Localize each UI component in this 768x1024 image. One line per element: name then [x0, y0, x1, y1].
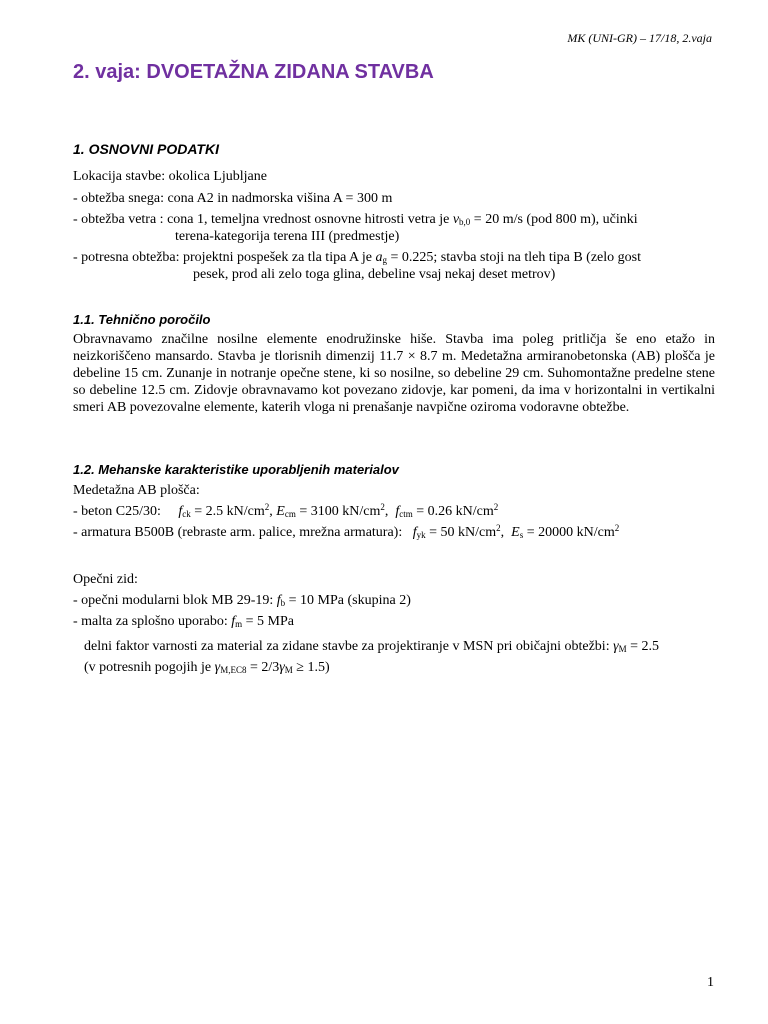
- seismic-load-line-cont: pesek, prod ali zelo toga glina, debeline vsaj nekaj deset metrov): [193, 267, 556, 282]
- wind-load-line: - obtežba vetra : cona 1, temeljna vrednost osnovne hitrosti vetra je $v_{b,0} = 20$ m/s (pod 800 m), učinki: [73, 212, 638, 227]
- masonry-wall-label: Opečni zid:: [73, 572, 138, 587]
- concrete-line: - beton C25/30: $f_{ck} = 2.5$ $kN/cm^2$, $E_{cm} = 3100$ $kN/cm^2$, $f_{ctm} = 0.26$ $kN/cm^2$: [73, 502, 499, 519]
- reinforcement-line: - armatura B500B (rebraste arm. palice, mrežna armatura): $f_{yk} = 50$ $kN/cm^2$, $E_s = 20000$ $kN/cm^2$: [73, 523, 620, 540]
- slab-label: Medetažna AB plošča:: [73, 483, 200, 498]
- wind-load-line-cont: terena-kategorija terena III (predmestje): [175, 229, 400, 244]
- page-number: 1: [707, 975, 714, 990]
- mortar-line: - malta za splošno uporabo: $f_m = 5$ MPa: [73, 614, 294, 629]
- safety-factor-line: delni faktor varnosti za material za zidane stavbe za projektiranje v MSN pri običajni obtežbi: $\gamma_M = 2.5$: [84, 639, 660, 654]
- seismic-load-line: - potresna obtežba: projektni pospešek za tla tipa A je $a_g = 0.225$; stavba stoji na tleh tipa B (zelo gost: [73, 250, 641, 265]
- document-header: MK (UNI-GR) – 17/18, 2.vaja: [567, 31, 712, 45]
- section-heading-basic-data: 1. OSNOVNI PODATKI: [73, 141, 219, 157]
- section-heading-technical-report: 1.1. Tehnično poročilo: [73, 312, 211, 327]
- section-heading-materials: 1.2. Mehanske karakteristike uporabljenih materialov: [73, 462, 399, 477]
- seismic-factor-line: (v potresnih pogojih je $\gamma_{M,EC8} = 2/3\gamma_M \ge 1.5$): [84, 660, 330, 675]
- technical-report-paragraph: Obravnavamo značilne nosilne elemente enodružinske hiše. Stavba ima poleg pritličja še eno etažo in neizkoriščeno mansardo. Stavba je tlorisnih dimenzij 11.7 × 8.7 m. Medetažna armiranobetonska (AB) plošča je debeline 15 cm. Zunanje in notranje opečne stene, ki so nosilne, so debeline 29 cm. Suhomontažne predelne stene so debeline 12.5 cm. Zidovje obravnavamo kot povezano zidovje, kar pomeni, da ima v horizontalni in vertikalni smeri AB povezovalne elemente, katerih vloga ni prenašanje navpične oziroma vodoravne obtežbe.: [73, 332, 715, 415]
- brick-block-line: - opečni modularni blok MB 29-19: $f_b = 10$ MPa (skupina 2): [73, 593, 411, 608]
- page-title: 2. vaja: DVOETAŽNA ZIDANA STAVBA: [73, 61, 434, 83]
- snow-load-line: - obtežba snega: cona A2 in nadmorska višina A = 300 m: [73, 191, 393, 206]
- location-line: Lokacija stavbe: okolica Ljubljane: [73, 169, 267, 184]
